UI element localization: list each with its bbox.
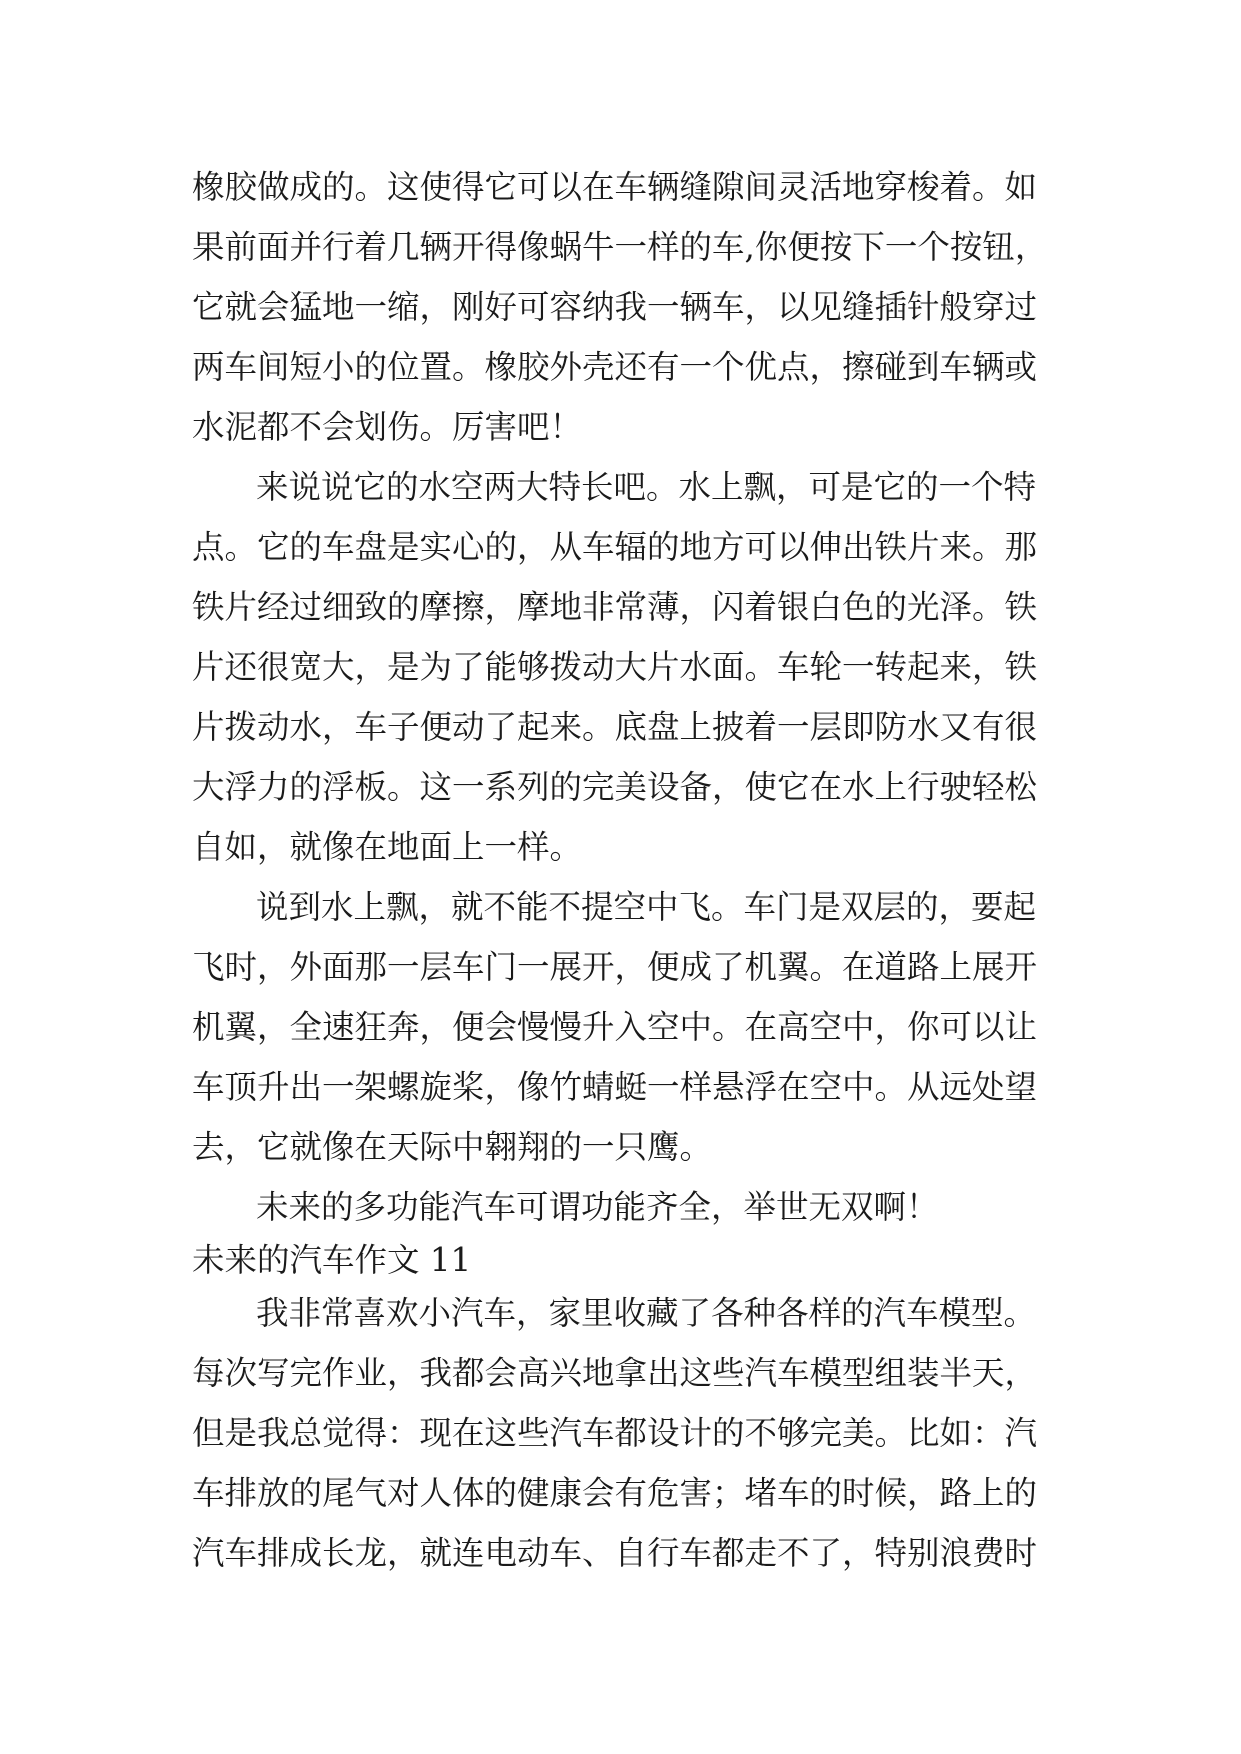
- text-line: 两车间短小的位置。橡胶外壳还有一个优点，擦碰到车辆或: [192, 348, 1038, 386]
- text-line: 每次写完作业，我都会高兴地拿出这些汽车模型组装半天，: [192, 1354, 1038, 1392]
- text-line: 大浮力的浮板。这一系列的完美设备，使它在水上行驶轻松: [192, 768, 1038, 806]
- text-line: 铁片经过细致的摩擦，摩地非常薄，闪着银白色的光泽。铁: [192, 588, 1038, 626]
- text-line: 自如，就像在地面上一样。: [192, 828, 583, 866]
- text-line: 水泥都不会划伤。厉害吧！: [192, 408, 583, 446]
- paragraph-first-line: 未来的多功能汽车可谓功能齐全，举世无双啊！: [256, 1188, 939, 1226]
- section-heading: 未来的汽车作文 11: [192, 1241, 472, 1279]
- text-line: 汽车排成长龙，就连电动车、自行车都走不了，特别浪费时: [192, 1534, 1038, 1572]
- paragraph-first-line: 说到水上飘，就不能不提空中飞。车门是双层的，要起: [256, 888, 1037, 926]
- text-line: 车顶升出一架螺旋桨，像竹蜻蜓一样悬浮在空中。从远处望: [192, 1068, 1038, 1106]
- text-line: 果前面并行着几辆开得像蜗牛一样的车,你便按下一个按钮，: [192, 228, 1048, 266]
- text-line: 机翼，全速狂奔，便会慢慢升入空中。在高空中，你可以让: [192, 1008, 1038, 1046]
- text-line: 它就会猛地一缩，刚好可容纳我一辆车，以见缝插针般穿过: [192, 288, 1038, 326]
- paragraph-first-line: 我非常喜欢小汽车，家里收藏了各种各样的汽车模型。: [256, 1294, 1037, 1332]
- text-line: 但是我总觉得：现在这些汽车都设计的不够完美。比如：汽: [192, 1414, 1038, 1452]
- paragraph-first-line: 来说说它的水空两大特长吧。水上飘，可是它的一个特: [256, 468, 1037, 506]
- text-line: 橡胶做成的。这使得它可以在车辆缝隙间灵活地穿梭着。如: [192, 168, 1038, 206]
- text-line: 去，它就像在天际中翱翔的一只鹰。: [192, 1128, 713, 1166]
- text-line: 车排放的尾气对人体的健康会有危害；堵车的时候，路上的: [192, 1474, 1038, 1512]
- text-line: 片还很宽大，是为了能够拨动大片水面。车轮一转起来，铁: [192, 648, 1038, 686]
- text-line: 点。它的车盘是实心的，从车辐的地方可以伸出铁片来。那: [192, 528, 1038, 566]
- text-line: 飞时，外面那一层车门一展开，便成了机翼。在道路上展开: [192, 948, 1038, 986]
- text-line: 片拨动水，车子便动了起来。底盘上披着一层即防水又有很: [192, 708, 1038, 746]
